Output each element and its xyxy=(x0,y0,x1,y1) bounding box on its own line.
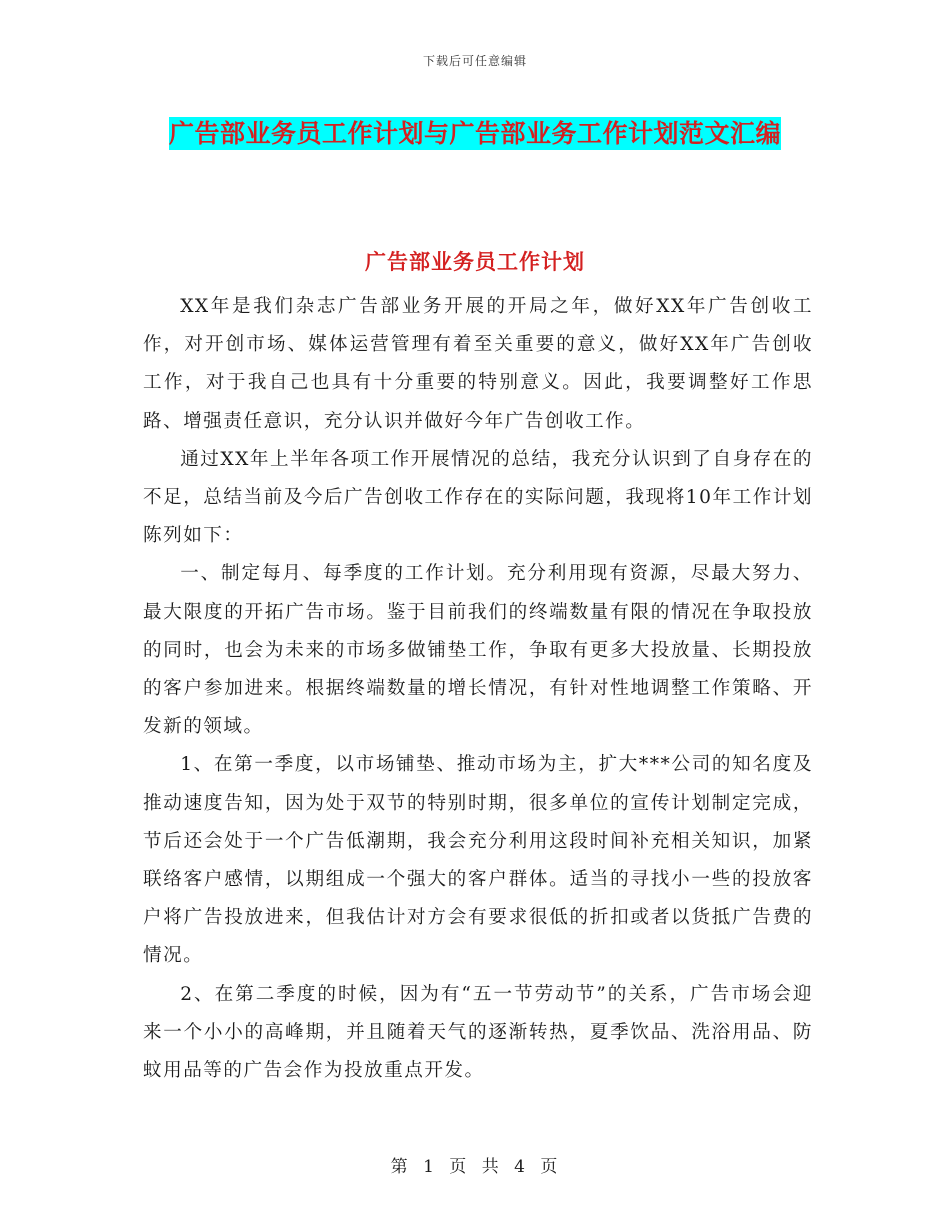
page-number: 第 1 页 共 4 页 xyxy=(390,1157,560,1177)
paragraph: 1、在第一季度，以市场铺垫、推动市场为主，扩大***公司的知名度及推动速度告知，因为处于双节的特别时期，很多单位的宣传计划制定完成，节后还会处于一个广告低潮期，我会充分利用这段时间补充相关知识，加紧联络客户感情，以期组成一个强大的客户群体。适当的寻找小一些的投放客户将广告投放进来，但我估计对方会有要求很低的折扣或者以货抵广告费的情况。 xyxy=(143,754,813,967)
document-title-text: 广告部业务员工作计划与广告部业务工作计划范文汇编 xyxy=(168,119,781,148)
paragraph: 2、在第二季度的时候，因为有“五一节劳动节”的关系，广告市场会迎来一个小小的高峰期，并且随着天气的逐渐转热，夏季饮品、洗浴用品、防蚊用品等的广告会作为投放重点开发。 xyxy=(143,983,813,1082)
paragraph: XX年是我们杂志广告部业务开展的开局之年，做好XX年广告创收工作，对开创市场、媒体运营管理有着至关重要的意义，做好XX年广告创收工作，对于我自己也具有十分重要的特别意义。因此，我要调整好工作思路、增强责任意识，充分认识并做好今年广告创收工作。 xyxy=(143,296,813,432)
document-body xyxy=(143,288,813,1090)
paragraph: 一、制定每月、每季度的工作计划。充分利用现有资源，尽最大努力、最大限度的开拓广告市场。鉴于目前我们的终端数量有限的情况在争取投放的同时，也会为未来的市场多做铺垫工作，争取有更多大投放量、长期投放的客户参加进来。根据终端数量的增长情况，有针对性地调整工作策略、开发新的领域。 xyxy=(143,563,813,738)
header-note: 下载后可任意编辑 xyxy=(422,54,527,68)
section-title: 广告部业务员工作计划 xyxy=(365,249,585,274)
paragraph: 通过XX年上半年各项工作开展情况的总结，我充分认识到了自身存在的不足，总结当前及今后广告创收工作存在的实际问题，我现将10年工作计划陈列如下： xyxy=(143,448,813,547)
document-title xyxy=(140,112,810,156)
